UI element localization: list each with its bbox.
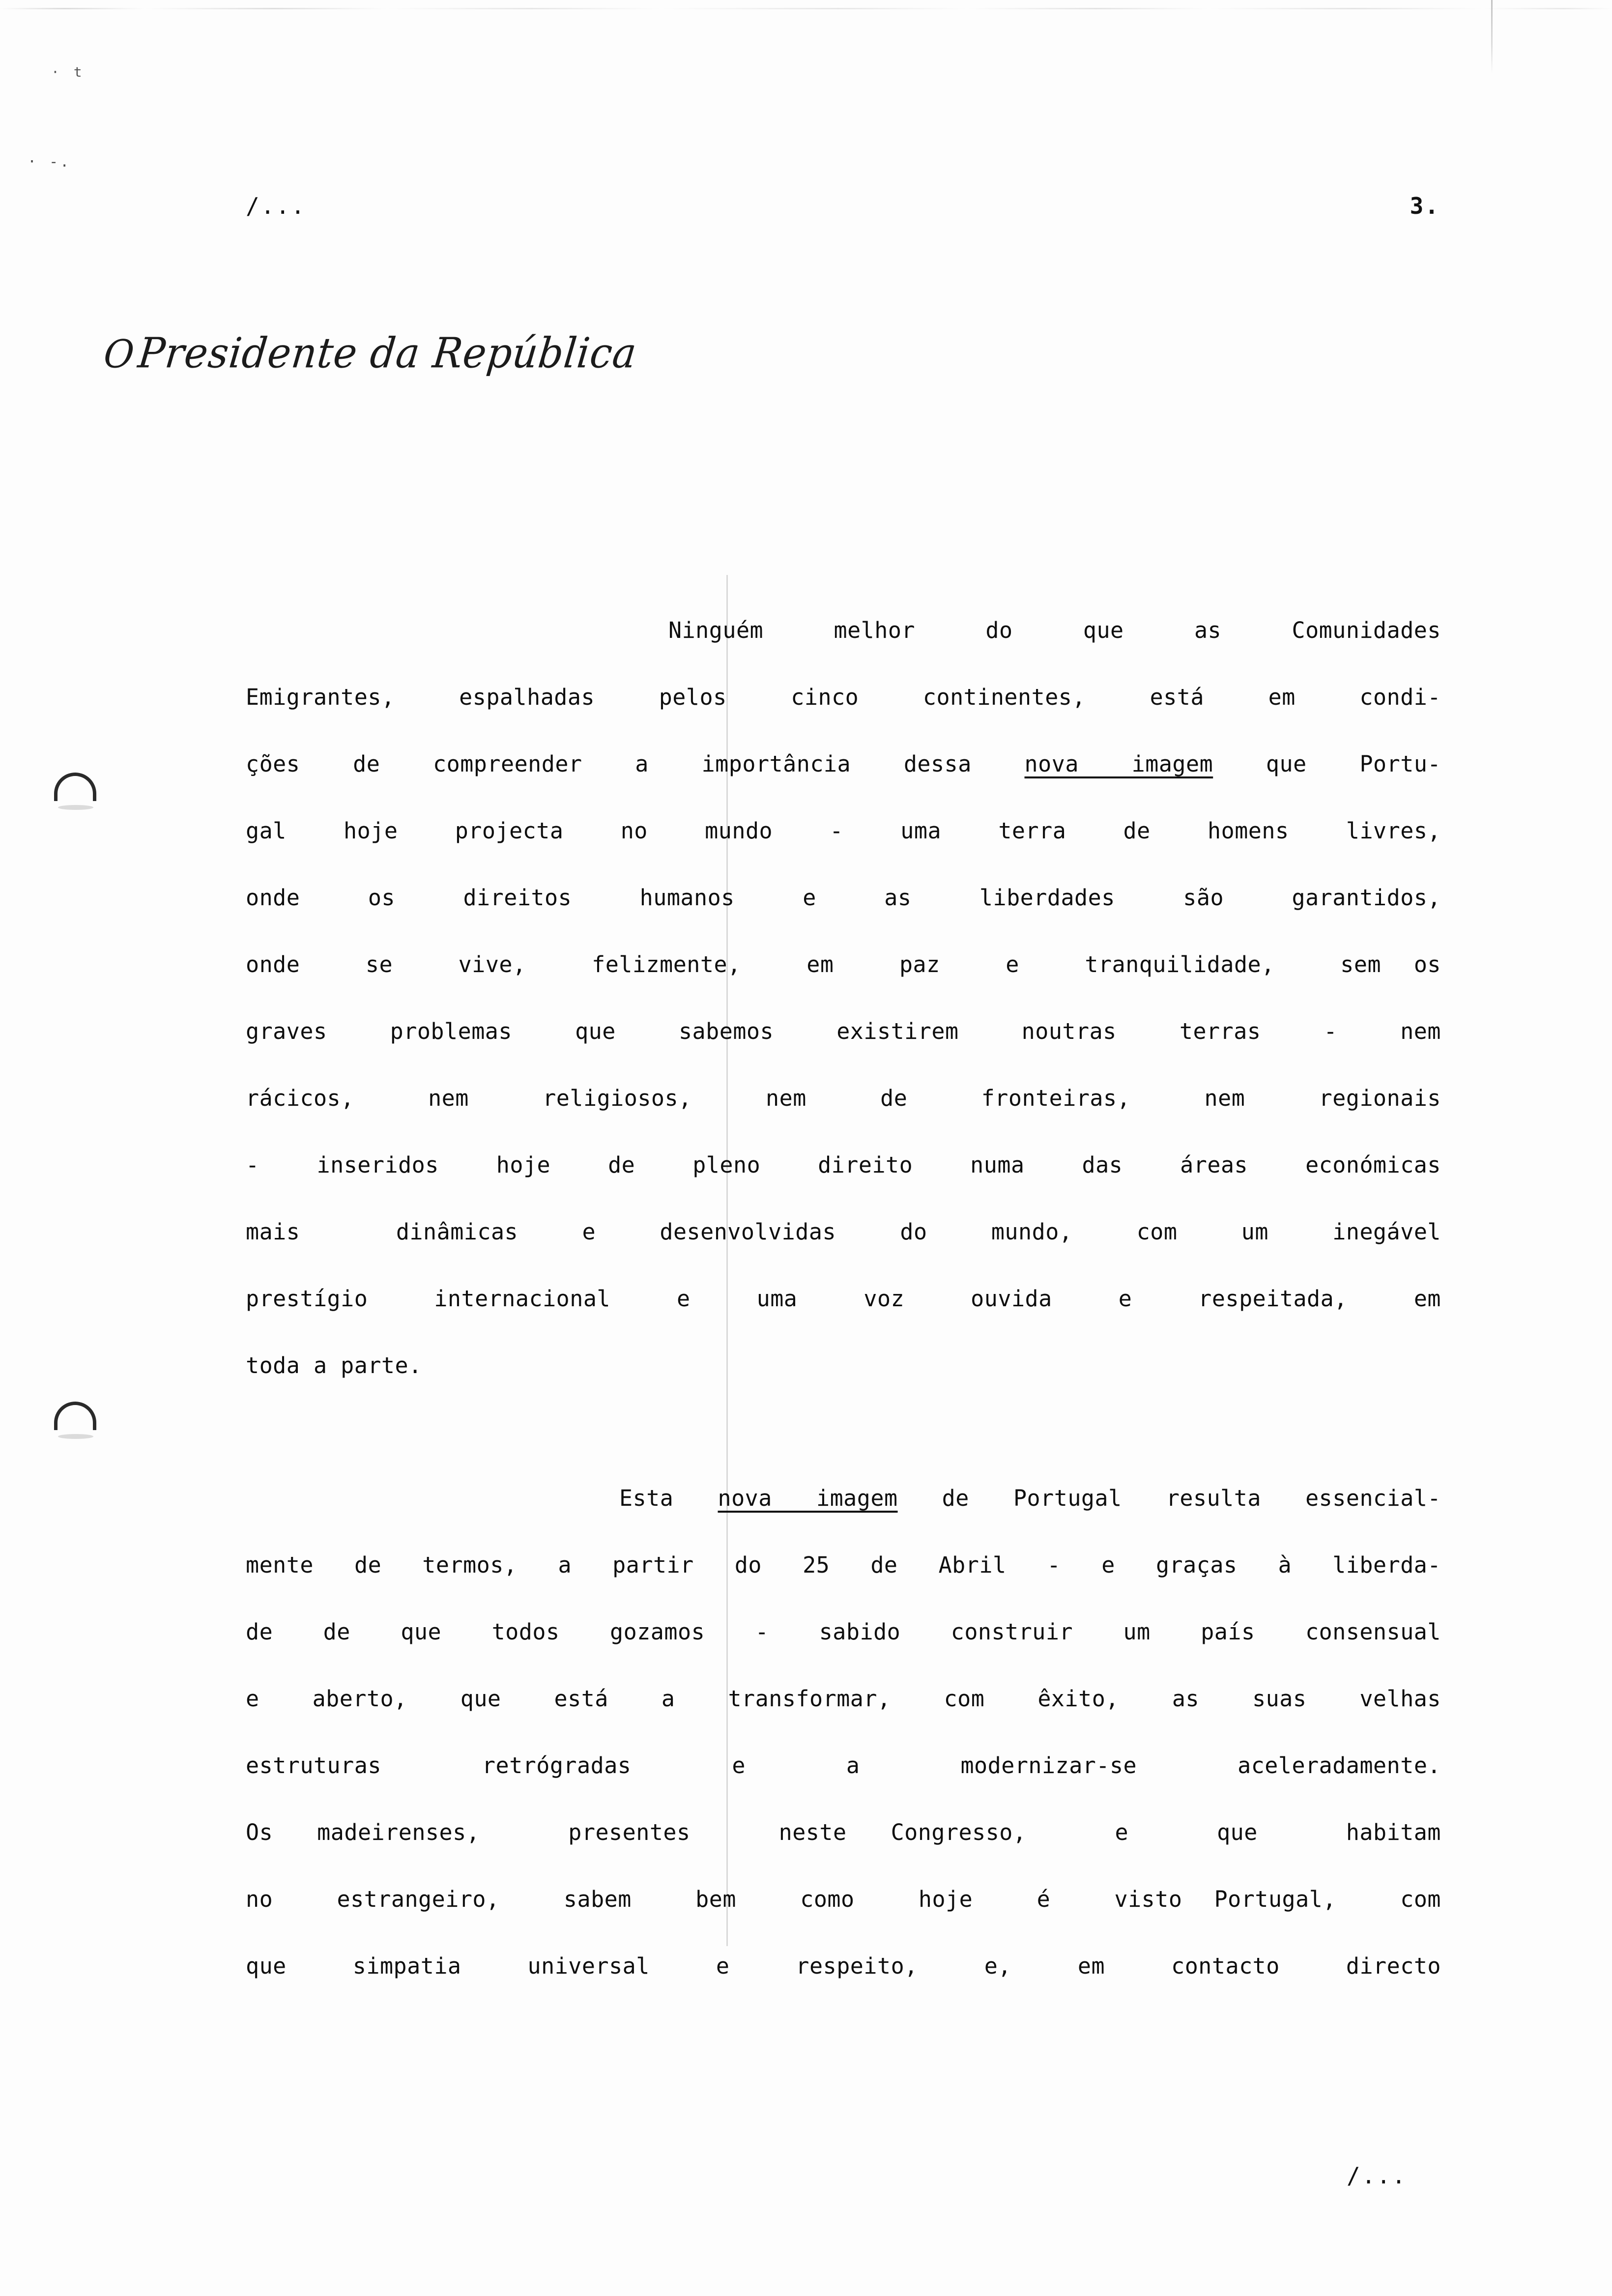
paragraph-1-line-6: onde se vive, felizmente, em paz e tranquilidade, sem os [246,951,1441,977]
emphasis-nova-imagem-1: nova imagem [1024,751,1213,777]
punch-hole-lower-shadow [58,1434,93,1439]
header-continuation-mark: /... [246,193,306,219]
document-body [246,597,1441,2000]
page-number: 3. [1410,193,1440,219]
footer-continuation-mark: /... [1347,2162,1407,2189]
paragraph-1-line-10: mais dinâmicas e desenvolvidas do mundo, com um inegável [246,1219,1441,1245]
paragraph-2-line-5: estruturas retrógradas e a modernizar-se aceleradamente. [246,1752,1441,1779]
paragraph-1-line-12: toda a parte. [246,1352,422,1378]
paragraph-2 [246,1465,1441,2000]
paragraph-1-line-7: graves problemas que sabemos existirem noutras terras - nem [246,1018,1441,1044]
margin-speck-second: · -. [28,153,71,171]
paragraph-2-line-1: Esta nova imagem de Portugal resulta essencial- [619,1485,1441,1511]
paragraph-1-line-4: gal hoje projecta no mundo - uma terra de homens livres, [246,818,1441,844]
punch-hole-upper-shadow [58,805,93,810]
punch-hole-upper [54,773,96,801]
page-header [246,193,1440,219]
paragraph-2-line-3: de de que todos gozamos - sabido construir um país consensual [246,1619,1441,1645]
paragraph-1-line-9: - inseridos hoje de pleno direito numa das áreas económicas [246,1152,1441,1178]
paragraph-1-line-8: rácicos, nem religiosos, nem de fronteiras, nem regionais [246,1085,1441,1111]
paragraph-1-line-11: prestígio internacional e uma voz ouvida e respeitada, em [246,1286,1441,1312]
paragraph-1 [246,597,1441,1399]
paragraph-2-line-6: Os madeirenses, presentes neste Congresso, e que habitam [246,1819,1441,1845]
paragraph-1-line-2: Emigrantes, espalhadas pelos cinco continentes, está em condi- [246,684,1441,710]
paragraph-2-line-4: e aberto, que está a transformar, com êxito, as suas velhas [246,1686,1441,1712]
paragraph-1-line-1: Ninguém melhor do que as Comunidades [668,617,1441,643]
paragraph-2-line-7: no estrangeiro, sabem bem como hoje é visto Portugal, com [246,1886,1441,1912]
paragraph-2-line-8: que simpatia universal e respeito, e, em contacto directo [246,1953,1441,1979]
paragraph-1-line-5: onde os direitos humanos e as liberdades são garantidos, [246,885,1441,911]
paragraph-2-line-2: mente de termos, a partir do 25 de Abril - e graças à liberda- [246,1552,1441,1578]
scan-edge-artifact-right [1491,0,1493,74]
punch-hole-lower [54,1402,96,1430]
emphasis-nova-imagem-2: nova imagem [718,1485,898,1511]
letterhead [102,329,639,377]
paragraph-1-line-3: ções de compreender a importância dessa nova imagem que Portu- [246,751,1441,777]
scan-edge-artifact-top [0,8,1612,9]
margin-speck-top: · t [51,64,85,80]
letterhead-text: Presidente da República [136,329,639,377]
letterhead-initial: O [101,332,137,377]
